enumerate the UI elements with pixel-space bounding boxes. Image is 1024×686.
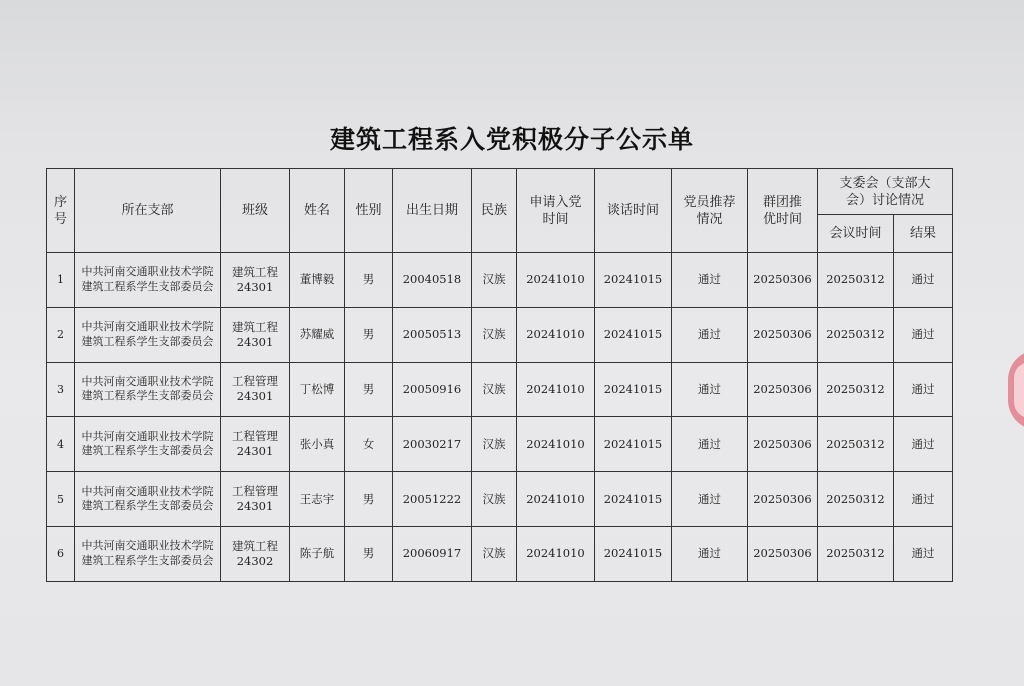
row-name: 苏耀威: [290, 307, 345, 362]
row-recommend: 通过: [672, 526, 748, 581]
row-result: 通过: [894, 362, 953, 417]
row-class-name: 工程管理: [232, 429, 278, 444]
row-class-name: 建筑工程: [232, 264, 278, 279]
row-gender: 男: [345, 362, 393, 417]
row-branch: 中共河南交通职业技术学院建筑工程系学生支部委员会: [75, 472, 221, 527]
row-gender: 男: [345, 526, 393, 581]
row-class-no: 24301: [236, 279, 274, 294]
row-meeting-time: 20250312: [818, 417, 894, 472]
table-row: [47, 472, 953, 527]
row-meeting-time: 20250312: [818, 307, 894, 362]
row-apply-time: 20241010: [517, 417, 595, 472]
table-row: [47, 307, 953, 362]
row-class-no: 24301: [236, 499, 274, 514]
row-meeting-time: 20250312: [818, 472, 894, 527]
row-name: 董博毅: [290, 253, 345, 308]
row-recommend: 通过: [672, 472, 748, 527]
row-class-name: 工程管理: [232, 484, 278, 499]
row-class: [221, 472, 290, 527]
table-row: [47, 253, 953, 308]
row-ethnicity: 汉族: [472, 417, 517, 472]
row-gender: 男: [345, 472, 393, 527]
row-class: [221, 362, 290, 417]
header-name: 姓名: [290, 169, 345, 253]
row-birth: 20040518: [393, 253, 472, 308]
row-class-name: 建筑工程: [232, 538, 278, 553]
table-row: [47, 526, 953, 581]
row-result: 通过: [894, 253, 953, 308]
row-result: 通过: [894, 417, 953, 472]
row-talk-time: 20241015: [595, 417, 672, 472]
row-branch: 中共河南交通职业技术学院建筑工程系学生支部委员会: [75, 526, 221, 581]
row-gender: 女: [345, 417, 393, 472]
row-talk-time: 20241015: [595, 472, 672, 527]
row-ethnicity: 汉族: [472, 362, 517, 417]
row-recommend: 通过: [672, 362, 748, 417]
row-index: 4: [47, 417, 75, 472]
red-seal-stamp-inner: [1014, 362, 1024, 418]
header-ethnicity: 民族: [472, 169, 517, 253]
row-result: 通过: [894, 472, 953, 527]
roster-table: [46, 168, 953, 582]
row-league-time: 20250306: [748, 362, 818, 417]
page-title: 建筑工程系入党积极分子公示单: [329, 125, 694, 154]
row-class: [221, 253, 290, 308]
row-apply-time: 20241010: [517, 253, 595, 308]
row-ethnicity: 汉族: [472, 472, 517, 527]
row-gender: 男: [345, 307, 393, 362]
row-class-name: 建筑工程: [232, 319, 278, 334]
row-meeting-time: 20250312: [818, 526, 894, 581]
row-meeting-time: 20250312: [818, 362, 894, 417]
header-committee: 支委会（支部大会）讨论情况: [818, 169, 953, 215]
row-branch: 中共河南交通职业技术学院建筑工程系学生支部委员会: [75, 253, 221, 308]
row-class-name: 工程管理: [232, 374, 278, 389]
row-talk-time: 20241015: [595, 307, 672, 362]
row-talk-time: 20241015: [595, 526, 672, 581]
row-name: 张小真: [290, 417, 345, 472]
header-birth: 出生日期: [393, 169, 472, 253]
row-birth: 20060917: [393, 526, 472, 581]
header-row: [47, 169, 953, 215]
row-apply-time: 20241010: [517, 472, 595, 527]
row-branch: 中共河南交通职业技术学院建筑工程系学生支部委员会: [75, 307, 221, 362]
row-league-time: 20250306: [748, 307, 818, 362]
row-branch: 中共河南交通职业技术学院建筑工程系学生支部委员会: [75, 362, 221, 417]
row-league-time: 20250306: [748, 526, 818, 581]
row-class: [221, 526, 290, 581]
row-recommend: 通过: [672, 417, 748, 472]
header-class: 班级: [221, 169, 290, 253]
row-result: 通过: [894, 307, 953, 362]
row-birth: 20030217: [393, 417, 472, 472]
header-index: 序号: [47, 169, 75, 253]
header-league-time: 群团推优时间: [748, 169, 818, 253]
header-meeting-time: 会议时间: [818, 215, 894, 253]
row-index: 1: [47, 253, 75, 308]
row-class: [221, 307, 290, 362]
header-result: 结果: [894, 215, 953, 253]
header-recommend: 党员推荐情况: [672, 169, 748, 253]
row-index: 3: [47, 362, 75, 417]
row-class-no: 24301: [236, 444, 274, 459]
table-row: [47, 362, 953, 417]
row-ethnicity: 汉族: [472, 253, 517, 308]
row-ethnicity: 汉族: [472, 526, 517, 581]
row-class: [221, 417, 290, 472]
row-birth: 20050513: [393, 307, 472, 362]
table-row: [47, 417, 953, 472]
row-meeting-time: 20250312: [818, 253, 894, 308]
header-gender: 性别: [345, 169, 393, 253]
row-talk-time: 20241015: [595, 253, 672, 308]
row-ethnicity: 汉族: [472, 307, 517, 362]
row-name: 王志宇: [290, 472, 345, 527]
row-class-no: 24301: [236, 334, 274, 349]
row-index: 5: [47, 472, 75, 527]
row-league-time: 20250306: [748, 417, 818, 472]
row-index: 2: [47, 307, 75, 362]
row-birth: 20050916: [393, 362, 472, 417]
row-result: 通过: [894, 526, 953, 581]
header-apply-time: 申请入党时间: [517, 169, 595, 253]
row-league-time: 20250306: [748, 472, 818, 527]
row-apply-time: 20241010: [517, 307, 595, 362]
row-class-no: 24302: [236, 553, 274, 568]
row-recommend: 通过: [672, 253, 748, 308]
row-name: 丁松博: [290, 362, 345, 417]
row-birth: 20051222: [393, 472, 472, 527]
row-name: 陈子航: [290, 526, 345, 581]
header-branch: 所在支部: [75, 169, 221, 253]
row-class-no: 24301: [236, 389, 274, 404]
row-index: 6: [47, 526, 75, 581]
row-recommend: 通过: [672, 307, 748, 362]
row-apply-time: 20241010: [517, 362, 595, 417]
row-league-time: 20250306: [748, 253, 818, 308]
header-talk-time: 谈话时间: [595, 169, 672, 253]
row-branch: 中共河南交通职业技术学院建筑工程系学生支部委员会: [75, 417, 221, 472]
row-apply-time: 20241010: [517, 526, 595, 581]
row-gender: 男: [345, 253, 393, 308]
row-talk-time: 20241015: [595, 362, 672, 417]
table-body: [47, 253, 953, 582]
